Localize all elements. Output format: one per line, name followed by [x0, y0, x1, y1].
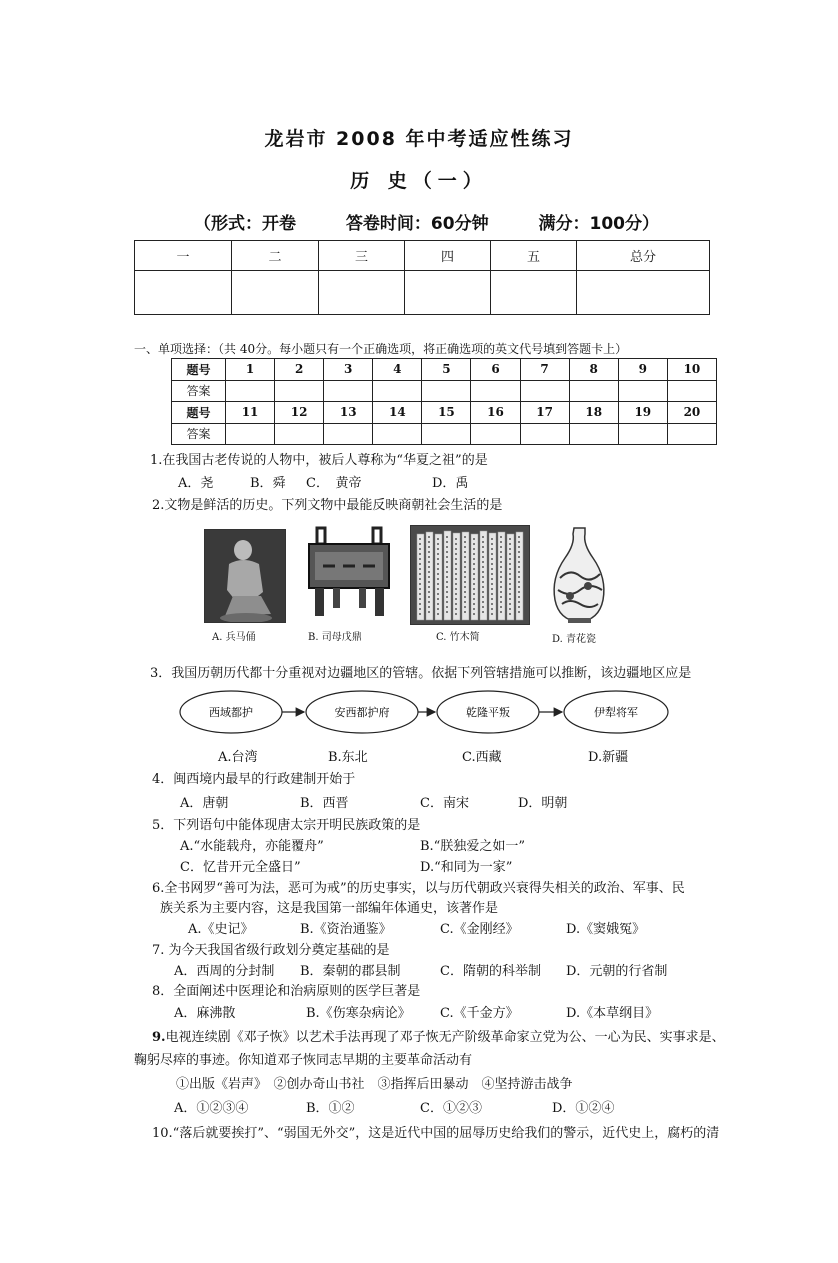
q7-option-a: A．西周的分封制 [174, 964, 275, 979]
question-number: 16 [471, 402, 520, 424]
answer-cell[interactable] [618, 380, 667, 402]
q7-stem: 7. 为今天我国省级行政划分奠定基础的是 [152, 943, 390, 958]
q7-option-c: C．隋朝的科举制 [440, 964, 541, 979]
score-header: 总分 [577, 241, 710, 271]
score-cell[interactable] [135, 271, 232, 315]
question-number: 12 [275, 402, 324, 424]
terracotta-warrior-image [204, 529, 286, 623]
answer-cell[interactable] [373, 423, 422, 445]
q6-option-d: D.《窦娥冤》 [566, 922, 646, 937]
q8-option-a: A．麻沸散 [174, 1006, 236, 1021]
q6-stem-line2: 族关系为主要内容，这是我国第一部编年体通史，该著作是 [160, 901, 499, 916]
row-label-answer: 答案 [172, 380, 226, 402]
answer-cell[interactable] [226, 380, 275, 402]
q9-option-c: C．①②③ [420, 1101, 482, 1116]
question-number: 10 [667, 359, 716, 381]
q8-stem: 8．全面阐述中医理论和治病原则的医学巨著是 [152, 984, 421, 999]
simuwu-ding-image [303, 526, 395, 621]
answer-cell[interactable] [569, 380, 618, 402]
q4-option-c: C．南宋 [420, 796, 469, 811]
question-number: 4 [373, 359, 422, 381]
blue-white-porcelain-image [546, 524, 613, 627]
score-cell[interactable] [577, 271, 710, 315]
q1-stem: 1.在我国古老传说的人物中，被后人尊称为“华夏之祖”的是 [150, 453, 488, 468]
exam-info [194, 209, 703, 234]
q5-option-b: B.“朕独爱之如一” [420, 839, 525, 854]
q1-option-a: A．尧 [178, 476, 214, 491]
exam-full-score: 满分：100分） [538, 214, 660, 234]
answer-cell[interactable] [373, 380, 422, 402]
q6-option-a: A.《史记》 [188, 922, 254, 937]
question-number: 11 [226, 402, 275, 424]
q8-option-b: B.《伤寒杂病论》 [306, 1006, 411, 1021]
score-header: 三 [319, 241, 405, 271]
answer-cell[interactable] [471, 380, 520, 402]
answer-cell[interactable] [324, 380, 373, 402]
answer-cell[interactable] [275, 423, 324, 445]
section1-instruction: 一、单项选择：（共 40分。每小题只有一个正确选项，将正确选项的英文代号填到答题卡上） [134, 342, 628, 356]
flow-label-4: 伊犁将军 [594, 706, 638, 719]
answer-cell[interactable] [471, 423, 520, 445]
q2-option-b: B. 司母戊鼎 [308, 632, 362, 643]
q9-stem-line1 [152, 1026, 725, 1045]
q9-option-d: D．①②④ [552, 1101, 615, 1116]
answer-grid [171, 358, 717, 445]
question-number: 2 [275, 359, 324, 381]
q4-option-d: D．明朝 [518, 796, 568, 811]
score-table [134, 240, 710, 315]
question-number: 20 [667, 402, 716, 424]
q5-option-a: A.“水能载舟，亦能覆舟” [180, 839, 324, 854]
question-number: 19 [618, 402, 667, 424]
governance-flow-diagram [176, 686, 672, 738]
q3-option-c: C.西藏 [462, 750, 502, 765]
row-label-answer: 答案 [172, 423, 226, 445]
q5-option-d: D.“和同为一家” [420, 860, 513, 875]
question-number: 15 [422, 402, 471, 424]
q4-option-b: B．西晋 [300, 796, 349, 811]
q9-stem-line2: 鞠躬尽瘁的事迹。你知道邓子恢同志早期的主要革命活动有 [134, 1053, 473, 1068]
score-cell[interactable] [405, 271, 491, 315]
q9-number: 9. [152, 1030, 166, 1045]
q4-option-a: A．唐朝 [180, 796, 229, 811]
q2-option-a: A. 兵马俑 [212, 632, 256, 643]
q10-stem: 10.“落后就要挨打”、“弱国无外交”，这是近代中国的屈辱历史给我们的警示，近代史上，腐朽的清 [152, 1126, 720, 1141]
question-number: 18 [569, 402, 618, 424]
exam-time: 答卷时间：60分钟 [345, 214, 489, 234]
answer-cell[interactable] [569, 423, 618, 445]
question-number: 3 [324, 359, 373, 381]
answer-cell[interactable] [667, 423, 716, 445]
q3-option-b: B.东北 [328, 750, 368, 765]
score-header: 一 [135, 241, 232, 271]
q5-stem: 5．下列语句中能体现唐太宗开明民族政策的是 [152, 818, 421, 833]
answer-cell[interactable] [618, 423, 667, 445]
q9-items: ①出版《岩声》 ②创办奇山书社 ③指挥后田暴动 ④坚持游击战争 [176, 1077, 573, 1092]
score-header: 五 [491, 241, 577, 271]
question-number: 9 [618, 359, 667, 381]
question-number: 17 [520, 402, 569, 424]
score-cell[interactable] [491, 271, 577, 315]
flow-label-3: 乾隆平叛 [466, 706, 510, 719]
q6-option-c: C.《金刚经》 [440, 922, 519, 937]
answer-cell[interactable] [324, 423, 373, 445]
q8-option-d: D.《本草纲目》 [566, 1006, 659, 1021]
flow-label-1: 西域都护 [209, 706, 253, 719]
q5-option-c: C．忆昔开元全盛日” [180, 860, 301, 875]
exam-subtitle: 历 史（一） [350, 170, 488, 192]
answer-cell[interactable] [226, 423, 275, 445]
q2-option-d: D. 青花瓷 [552, 634, 597, 645]
exam-title: 龙岩市 2008 年中考适应性练习 [264, 128, 574, 150]
score-cell[interactable] [319, 271, 405, 315]
score-header: 二 [232, 241, 319, 271]
answer-cell[interactable] [422, 423, 471, 445]
q3-option-d: D.新疆 [588, 750, 629, 765]
q2-stem: 2.文物是鲜活的历史。下列文物中最能反映商朝社会生活的是 [152, 498, 503, 513]
q1-option-c: C． 黄帝 [306, 476, 362, 491]
question-number: 1 [226, 359, 275, 381]
q4-stem: 4．闽西境内最早的行政建制开始于 [152, 772, 356, 787]
q9-option-b: B．①② [306, 1101, 355, 1116]
q3-option-a: A.台湾 [218, 750, 258, 765]
answer-cell[interactable] [520, 380, 569, 402]
question-number: 8 [569, 359, 618, 381]
answer-cell[interactable] [275, 380, 324, 402]
answer-cell[interactable] [667, 380, 716, 402]
question-number: 7 [520, 359, 569, 381]
q7-option-b: B．秦朝的郡县制 [300, 964, 401, 979]
flow-label-2: 安西都护府 [334, 706, 390, 719]
q1-option-b: B．舜 [250, 476, 286, 491]
q6-stem-line1: 6.全书网罗“善可为法，恶可为戒”的历史事实，以与历代朝政兴衰得失相关的政治、军事、民 [152, 881, 685, 896]
q3-stem: 3．我国历朝历代都十分重视对边疆地区的管辖。依据下列管辖措施可以推断，该边疆地区应是 [150, 666, 692, 681]
q9-stem-text: 电视连续剧《邓子恢》以艺术手法再现了邓子恢无产阶级革命家立党为公、一心为民、实事求是、 [165, 1030, 725, 1045]
score-cell[interactable] [232, 271, 319, 315]
row-label-num: 题号 [172, 402, 226, 424]
question-number: 6 [471, 359, 520, 381]
q1-option-d: D．禹 [432, 476, 469, 491]
exam-format: （形式：开卷 [194, 214, 296, 234]
question-number: 14 [373, 402, 422, 424]
q7-option-d: D．元朝的行省制 [566, 964, 668, 979]
question-number: 5 [422, 359, 471, 381]
bamboo-slips-image [410, 525, 530, 625]
q6-option-b: B.《资治通鉴》 [300, 922, 392, 937]
answer-cell[interactable] [422, 380, 471, 402]
q2-option-c: C. 竹木简 [436, 632, 480, 643]
answer-cell[interactable] [520, 423, 569, 445]
q9-option-a: A．①②③④ [174, 1101, 249, 1116]
row-label-num: 题号 [172, 359, 226, 381]
score-header: 四 [405, 241, 491, 271]
q8-option-c: C.《千金方》 [440, 1006, 519, 1021]
question-number: 13 [324, 402, 373, 424]
